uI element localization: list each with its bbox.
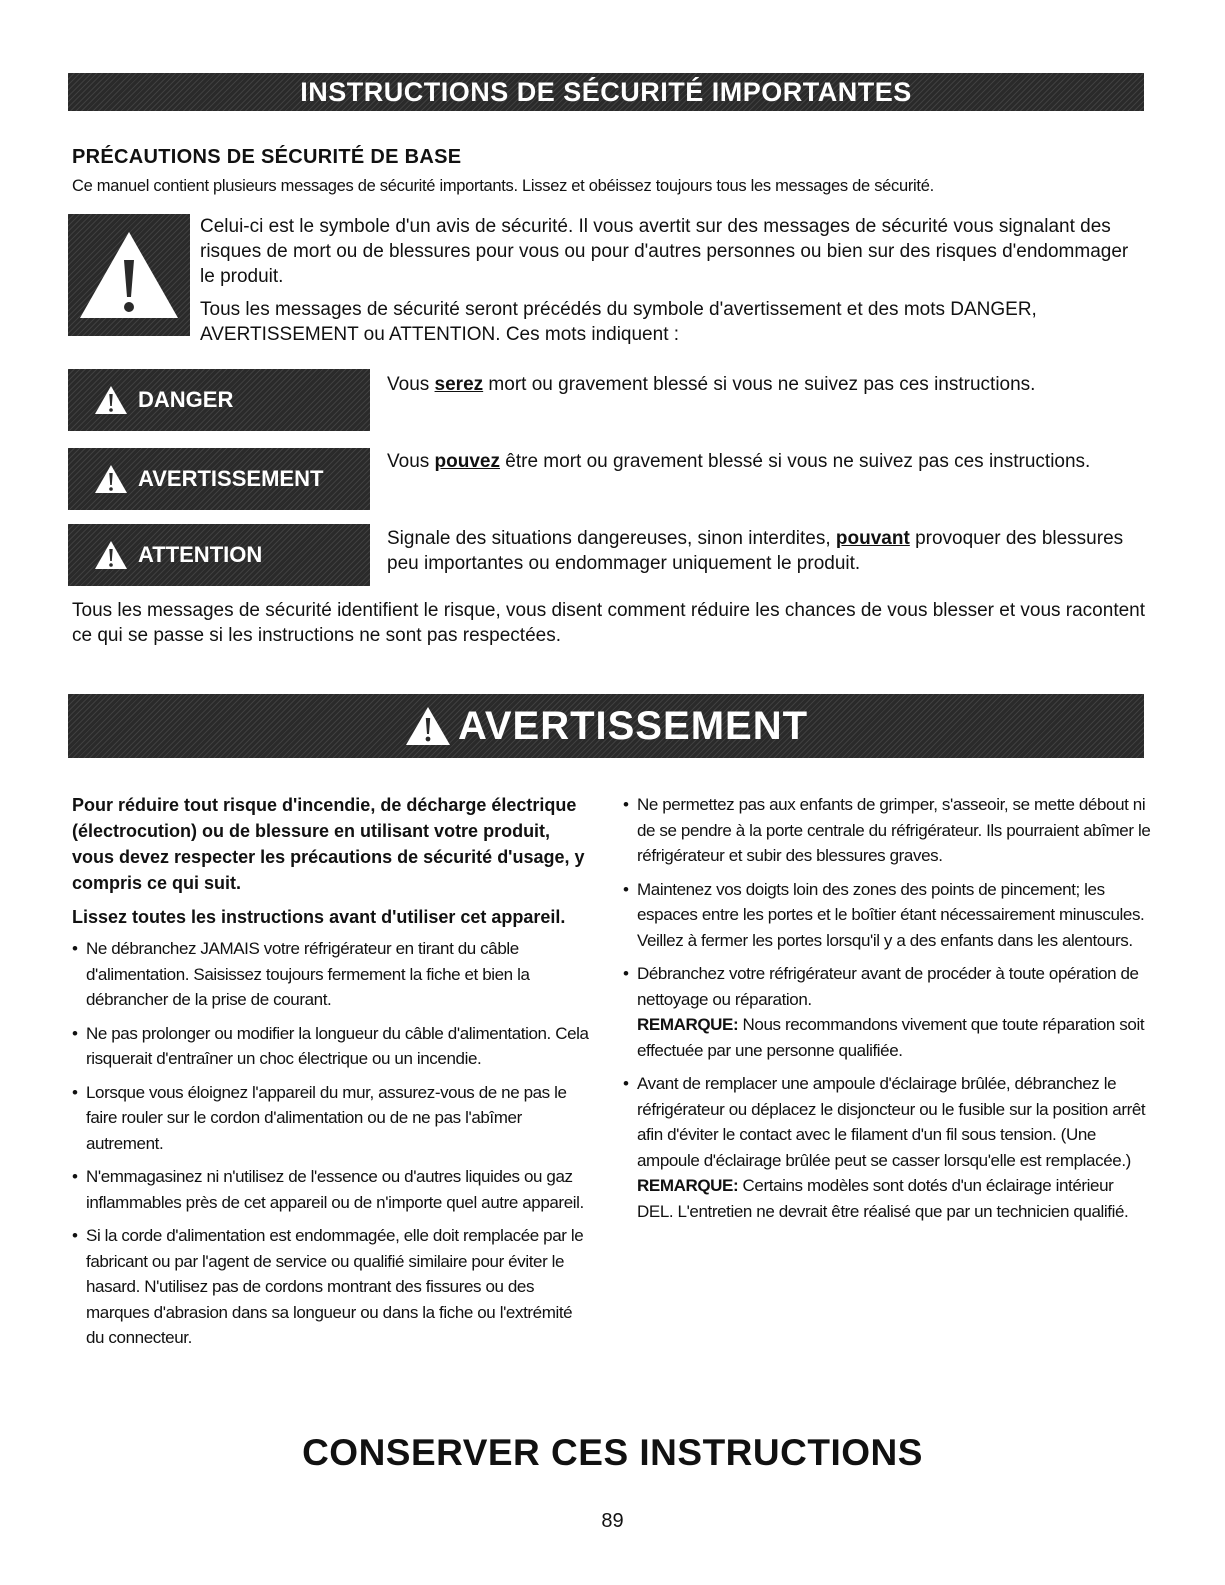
avertissement-description: Vous pouvez être mort ou gravement blessé si vous ne suivez pas ces instructions.	[387, 451, 1091, 472]
list-item: • N'emmagasinez ni n'utilisez de l'essence ou d'autres liquides ou gaz inflammables près de cet appareil ou de n'importe quel autre appareil.	[72, 1164, 592, 1215]
danger-description: Vous serez mort ou gravement blessé si vous ne suivez pas ces instructions.	[387, 374, 1036, 395]
page-number: 89	[601, 1510, 624, 1532]
warning-triangle-icon	[94, 385, 128, 415]
attention-badge	[68, 524, 370, 586]
list-item: • Maintenez vos doigts loin des zones des points de pincement; les espaces entre les portes et le boîtier étant nécessairement minuscules. Veillez à fermer les portes lorsqu'il y a des enfants dans les alentours.	[623, 877, 1153, 954]
attention-description: Signale des situations dangereuses, sinon interdites, pouvant provoquer des blessures peu importantes ou endommager uniquement le produit.	[387, 528, 1124, 574]
right-bullet-list	[623, 792, 1153, 1224]
warning-right-column	[623, 792, 1153, 1232]
emphasis-pouvant: pouvant	[835, 528, 910, 549]
emphasis-pouvez: pouvez	[434, 451, 500, 472]
list-item: • Lorsque vous éloignez l'appareil du mur, assurez-vous de ne pas le faire rouler sur le cordon d'alimentation ou de ne pas l'abîmer autrement.	[72, 1080, 592, 1157]
avertissement-label: AVERTISSEMENT	[138, 466, 324, 491]
warning-banner-title: AVERTISSEMENT	[457, 703, 809, 748]
list-item: • Débranchez votre réfrigérateur avant de procéder à toute opération de nettoyage ou réparation. REMARQUE: Nous recommandons vivement que toute réparation soit effectuée par une personne qualifiée.	[623, 961, 1153, 1063]
safety-alert-symbol	[68, 214, 190, 336]
basic-precautions-heading: PRÉCAUTIONS DE SÉCURITÉ DE BASE	[72, 146, 462, 168]
warning-subhead: Lissez toutes les instructions avant d'utiliser cet appareil.	[72, 907, 566, 927]
note-text: Nous recommandons vivement que toute réparation soit effectuée par une personne qualifiée.	[637, 1015, 1145, 1060]
symbol-paragraph-2: Tous les messages de sécurité seront précédés du symbole d'avertissement et des mots DANGER, AVERTISSEMENT ou ATTENTION. Ces mots indiquent :	[200, 299, 1037, 345]
list-item: • Ne permettez pas aux enfants de grimper, s'asseoir, se mette débout ni de se pendre à la porte centrale du réfrigérateur. Ils pourraient abîmer le réfrigérateur et subir des blessures graves.	[623, 792, 1153, 869]
attention-label: ATTENTION	[138, 542, 263, 567]
warning-triangle-icon	[94, 464, 128, 494]
summary-text: Tous les messages de sécurité identifient le risque, vous disent comment réduire les chances de vous blesser et vous racontent ce qui se passe si les instructions ne sont pas respectées.	[72, 600, 1146, 646]
warning-left-column	[72, 792, 592, 1359]
symbol-paragraph-1: Celui-ci est le symbole d'un avis de sécurité. Il vous avertit sur des messages de sécurité vous signalant des risques de mort ou de blessures pour vous ou pour d'autres personnes ou bien sur des risques d'endommager le produit.	[200, 216, 1129, 287]
avertissement-badge	[68, 448, 370, 510]
warning-triangle-icon	[404, 705, 452, 747]
safety-instructions-banner	[68, 73, 1144, 111]
note-text: Certains modèles sont dotés d'un éclairage intérieur DEL. L'entretien ne devrait être réalisé que par un technicien qualifié.	[637, 1176, 1129, 1221]
list-item: • Avant de remplacer une ampoule d'éclairage brûlée, débranchez le réfrigérateur ou déplacez le disjoncteur ou le fusible sur la position arrêt afin d'éviter le contact avec le filament d'un fil sous tension. (Une ampoule d'éclairage brûlée peut se casser lorsqu'elle est remplacée.) REMARQUE: Certains modèles sont dotés d'un éclairage intérieur DEL. L'entretien ne devrait être réalisé que par un technicien qualifié.	[623, 1071, 1153, 1224]
save-instructions-title: CONSERVER CES INSTRUCTIONS	[302, 1432, 923, 1473]
list-item: • Ne pas prolonger ou modifier la longueur du câble d'alimentation. Cela risquerait d'entraîner un choc électrique ou un incendie.	[72, 1021, 592, 1072]
list-item: • Si la corde d'alimentation est endommagée, elle doit remplacée par le fabricant ou par l'agent de service ou qualifié similaire pour éviter le hasard. N'utilisez pas de cordons montrant des fissures ou des marques d'abrasion dans sa longueur ou dans la fiche ou l'extrémité du connecteur.	[72, 1223, 592, 1351]
danger-badge	[68, 369, 370, 431]
warning-triangle-icon	[68, 214, 190, 336]
intro-text: Ce manuel contient plusieurs messages de sécurité importants. Lissez et obéissez toujours tous les messages de sécurité.	[72, 177, 934, 195]
warning-triangle-icon	[94, 540, 128, 570]
warning-lead: Pour réduire tout risque d'incendie, de décharge électrique (électrocution) ou de blessure en utilisant votre produit, vous devez respecter les précautions de sécurité d'usage, y compris ce qui suit.	[72, 795, 585, 893]
note-label: REMARQUE:	[637, 1015, 739, 1034]
emphasis-serez: serez	[434, 374, 484, 395]
note-label: REMARQUE:	[637, 1176, 739, 1195]
danger-label: DANGER	[138, 387, 234, 412]
symbol-explanation	[200, 214, 1140, 355]
left-bullet-list	[72, 936, 592, 1351]
banner-title: INSTRUCTIONS DE SÉCURITÉ IMPORTANTES	[300, 76, 912, 107]
list-item: • Ne débranchez JAMAIS votre réfrigérateur en tirant du câble d'alimentation. Saisissez toujours fermement la fiche et bien la débrancher de la prise de courant.	[72, 936, 592, 1013]
warning-banner	[68, 694, 1144, 758]
